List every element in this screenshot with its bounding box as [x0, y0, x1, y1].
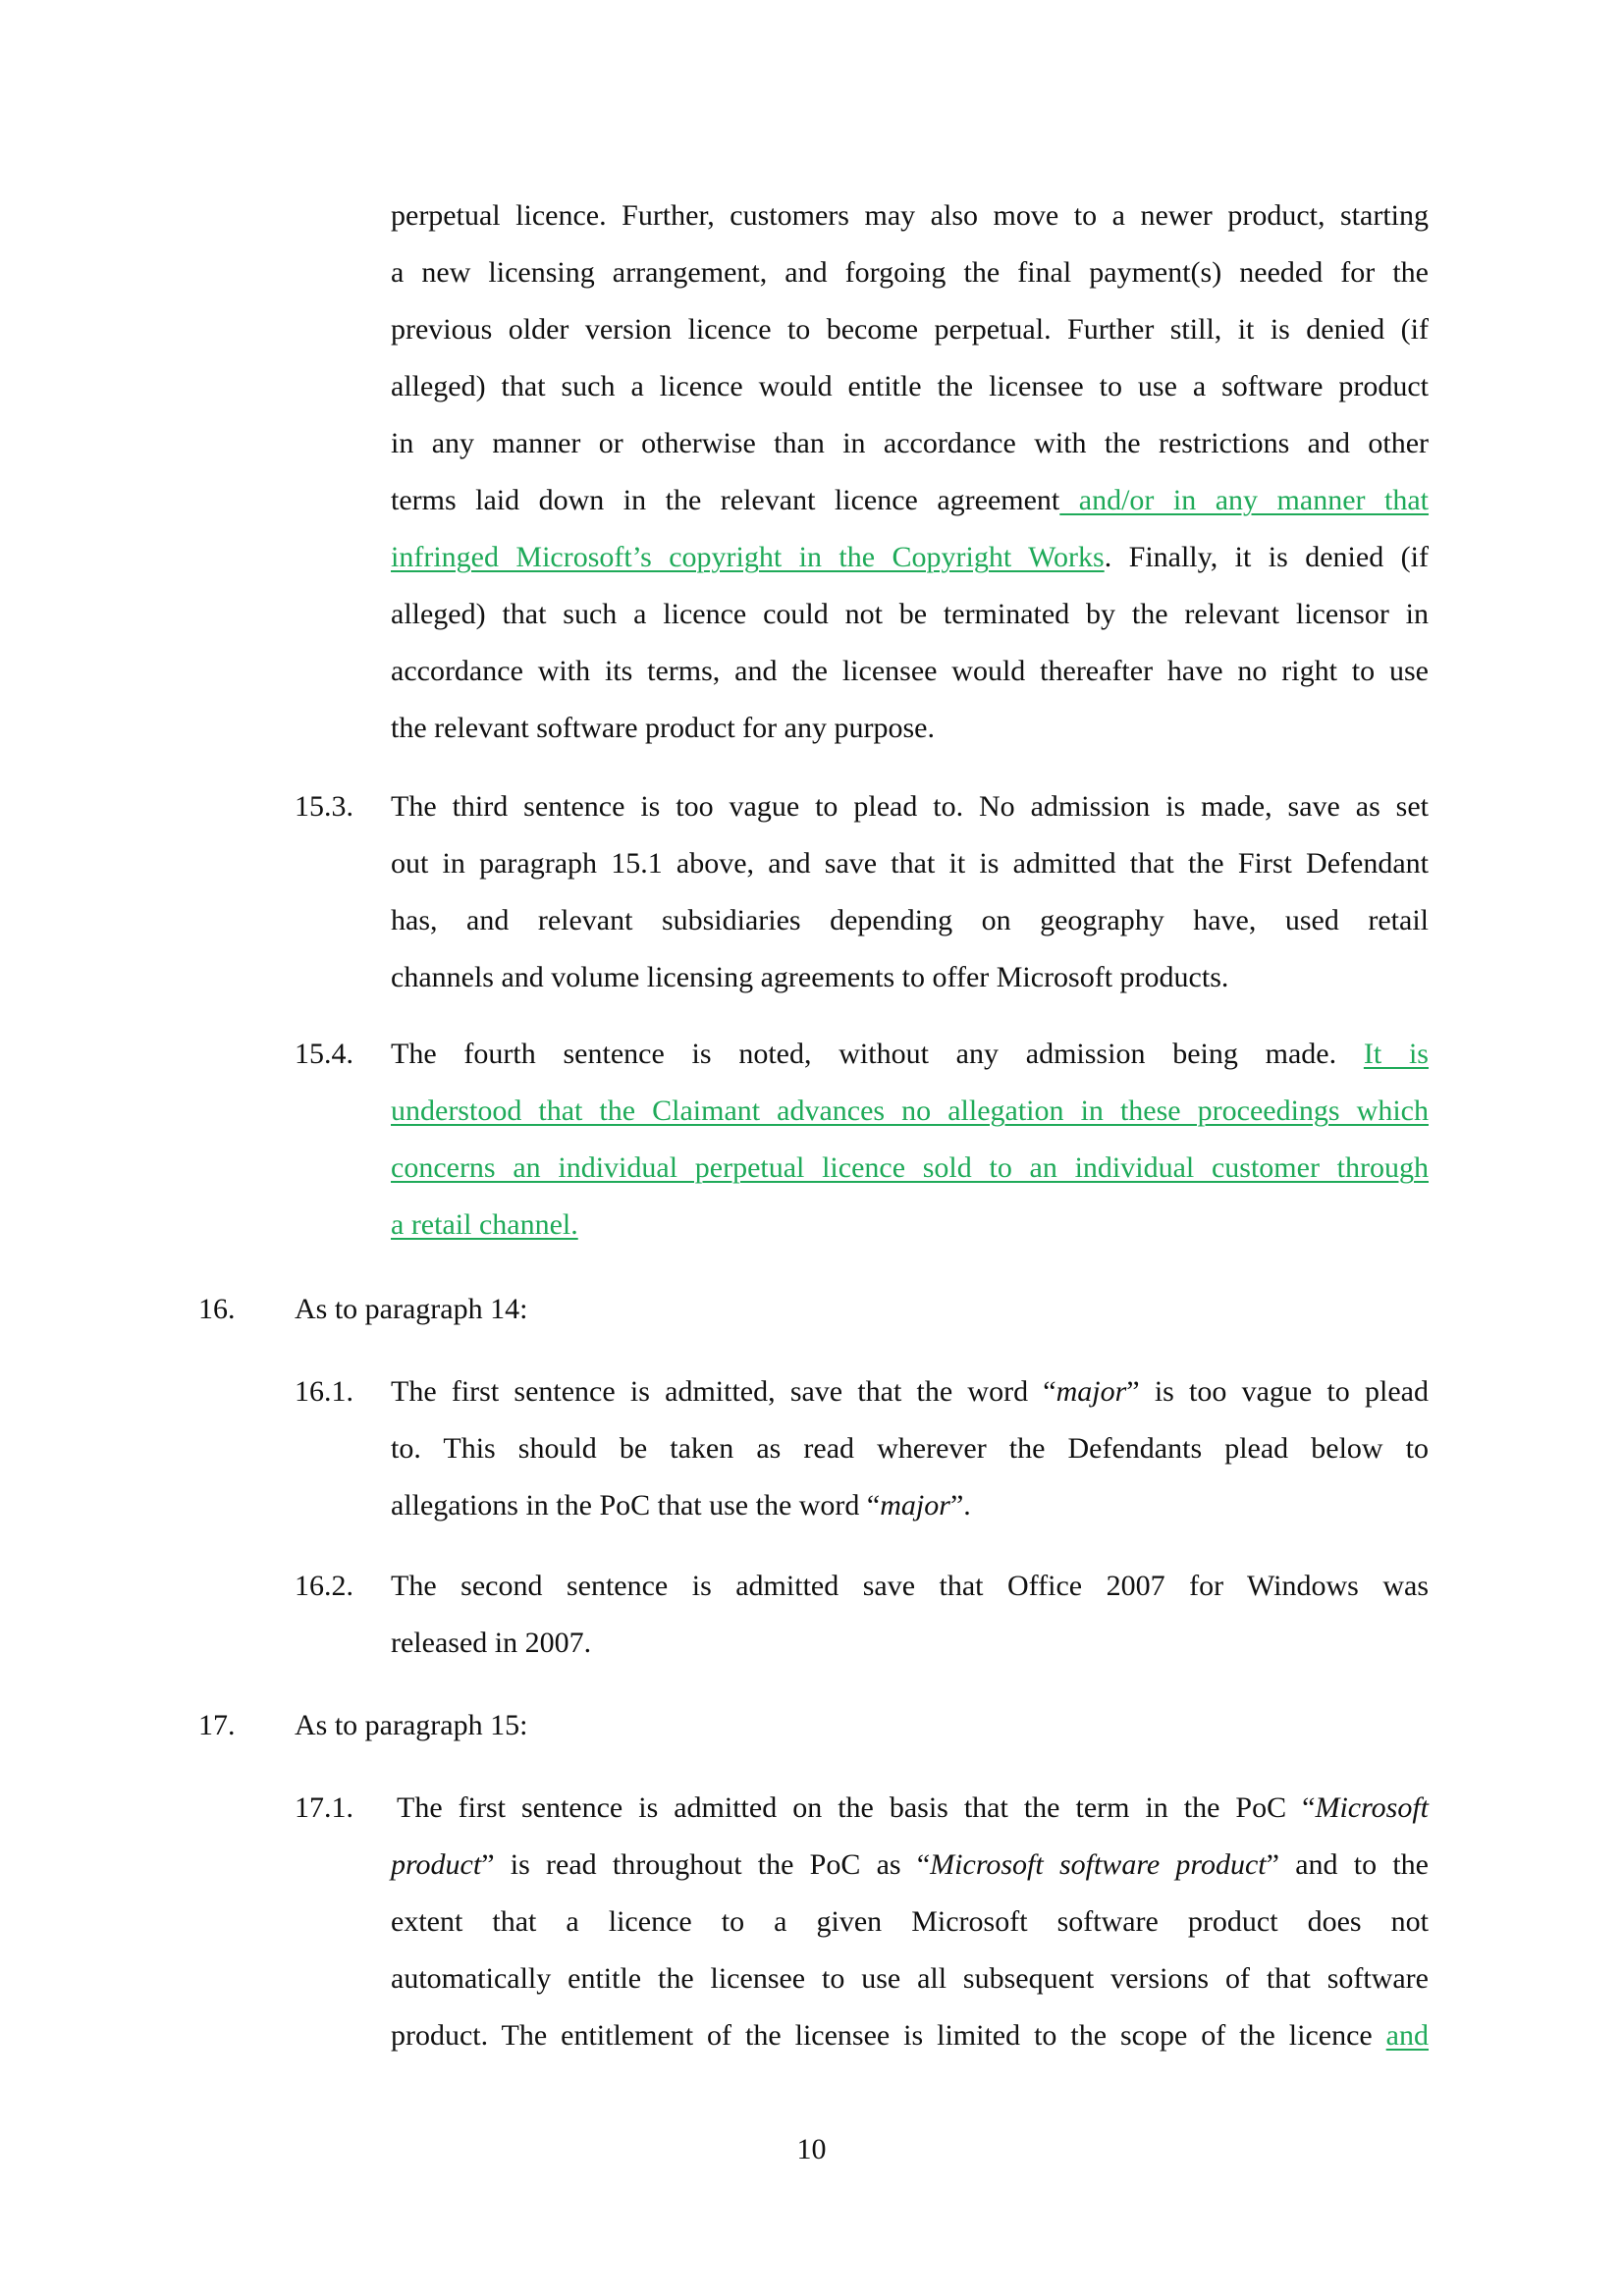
text-line: to. This should be taken as read wherever the Defendants plead below to: [391, 1432, 1429, 1465]
text-line: a new licensing arrangement, and forgoing the final payment(s) needed for the: [391, 256, 1429, 289]
plain-text: The fourth sentence is noted, without any admission being made.: [391, 1038, 1364, 1070]
text-line: [391, 481, 1429, 520]
tracked-insertion: and/or in any manner that: [1059, 484, 1430, 516]
plain-text: ” is read throughout the PoC as “: [481, 1848, 931, 1881]
text-line: [391, 1372, 1429, 1412]
text-line: The second sentence is admitted save that Office 2007 for Windows was: [391, 1570, 1429, 1602]
plain-text: product. The entitlement of the licensee is limited to the scope of the licence: [391, 2019, 1386, 2052]
text-line: previous older version licence to become perpetual. Further still, it is denied (if: [391, 313, 1429, 346]
paragraph-lead: As to paragraph 15:: [295, 1709, 528, 1741]
text-line: [391, 1035, 1429, 1074]
text-line: out in paragraph 15.1 above, and save that it is admitted that the First Defendant: [391, 847, 1429, 880]
plain-text: ” and to the: [1266, 1848, 1429, 1881]
plain-text: allegations in the PoC that use the word “: [391, 1489, 881, 1522]
plain-text: ”.: [949, 1489, 971, 1522]
text-line: the relevant software product for any purpose.: [391, 712, 935, 744]
paragraph-number: 16.2.: [295, 1570, 353, 1602]
tracked-insertion: infringed Microsoft’s copyright in the Copyright Works: [391, 541, 1105, 573]
plain-text: The first sentence is admitted, save that the word “: [391, 1375, 1056, 1408]
text-line: [391, 1148, 1429, 1188]
paragraph-number: 15.3.: [295, 790, 353, 823]
plain-text: terms laid down in the relevant licence agreement: [391, 484, 1060, 516]
tracked-insertion: understood that the Claimant advances no allegation in these proceedings which: [391, 1095, 1429, 1127]
tracked-insertion: concerns an individual perpetual licence sold to an individual customer through: [391, 1151, 1429, 1184]
text-line: extent that a licence to a given Microsoft software product does not: [391, 1905, 1429, 1938]
text-line: alleged) that such a licence could not be terminated by the relevant licensor in: [391, 598, 1429, 630]
text-line: [391, 1205, 1429, 1245]
text-line: [391, 538, 1429, 577]
text-line: [397, 1789, 1429, 1828]
italic-term: major: [1055, 1375, 1127, 1408]
text-line: channels and volume licensing agreements to offer Microsoft products.: [391, 961, 1229, 993]
italic-term: product: [391, 1848, 482, 1881]
text-line: The third sentence is too vague to plead to. No admission is made, save as set: [391, 790, 1429, 823]
text-line: perpetual licence. Further, customers may also move to a newer product, starting: [391, 199, 1429, 232]
text-line: [391, 1092, 1429, 1131]
text-line: alleged) that such a licence would entitle the licensee to use a software product: [391, 370, 1429, 402]
text-line: accordance with its terms, and the licensee would thereafter have no right to use: [391, 655, 1429, 687]
page-number: 10: [796, 2133, 827, 2165]
text-line: [391, 1486, 1429, 1525]
plain-text: The first sentence is admitted on the basis that the term in the PoC “: [397, 1791, 1316, 1824]
text-line: [391, 1845, 1429, 1885]
paragraph-number: 17.1.: [295, 1791, 353, 1824]
italic-term: major: [880, 1489, 950, 1522]
tracked-insertion: It is: [1363, 1038, 1429, 1070]
text-line: [391, 2016, 1429, 2056]
paragraph-number: 17.: [198, 1709, 236, 1741]
text-line: in any manner or otherwise than in accordance with the restrictions and other: [391, 427, 1429, 459]
italic-term: Microsoft software product: [930, 1848, 1267, 1881]
tracked-insertion: a retail channel.: [391, 1208, 578, 1241]
paragraph-lead: As to paragraph 14:: [295, 1293, 528, 1325]
paragraph-number: 16.: [198, 1293, 236, 1325]
text-line: automatically entitle the licensee to use all subsequent versions of that software: [391, 1962, 1429, 1995]
italic-term: Microsoft: [1315, 1791, 1429, 1824]
paragraph-number: 15.4.: [295, 1038, 353, 1070]
plain-text: ” is too vague to plead: [1126, 1375, 1429, 1408]
text-line: has, and relevant subsidiaries depending on geography have, used retail: [391, 904, 1429, 936]
tracked-insertion: and: [1385, 2019, 1429, 2052]
paragraph-number: 16.1.: [295, 1375, 353, 1408]
plain-text: . Finally, it is denied (if: [1104, 541, 1429, 573]
text-line: released in 2007.: [391, 1627, 592, 1659]
